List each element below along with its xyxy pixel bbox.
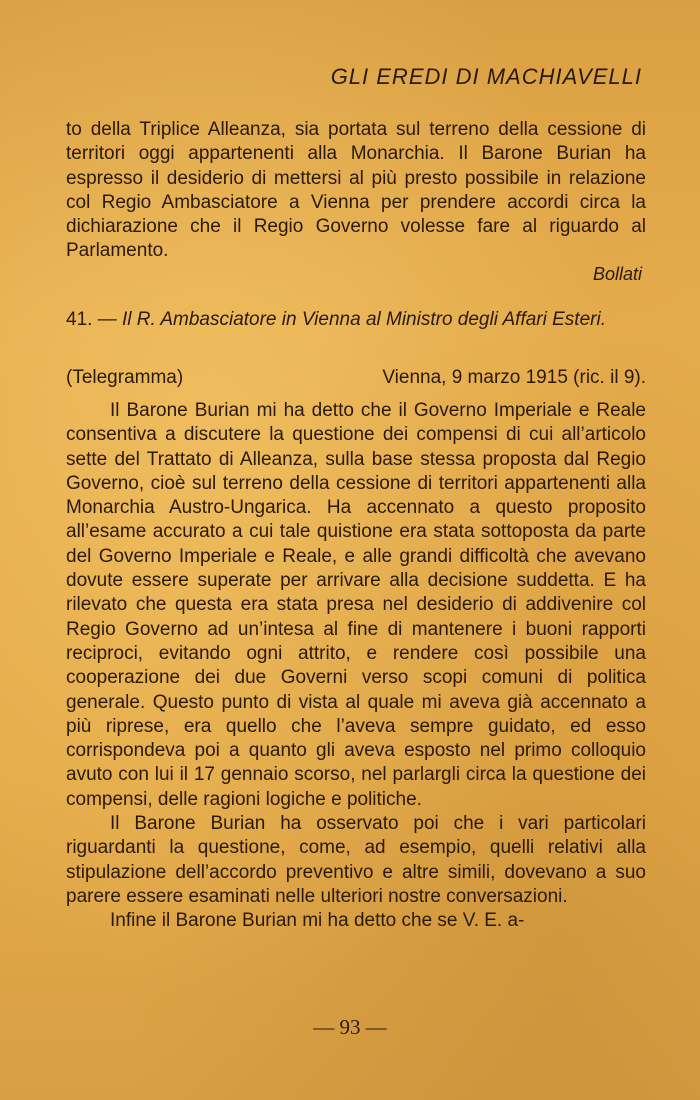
- continuation-paragraph: to della Triplice Alleanza, sia portata sul terreno della cessione di territori oggi appartenenti alla Monarchia. Il Barone Burian ha espresso il desiderio di mettersi al più presto possibile in relazione col Regio Ambasciatore a Vienna per prendere accordi circa la dichiarazione che il Regio Governo volesse fare al riguardo al Parlamento.: [66, 119, 646, 262]
- document-meta: [66, 367, 646, 389]
- document-heading: [66, 308, 646, 332]
- running-head: GLI EREDI DI MACHIAVELLI: [330, 64, 642, 89]
- body-paragraph: Il Barone Burian ha osservato poi che i vari particolari riguardanti la questione, come, ad esempio, quelli relativi alla stipulazione dell’accordo preventivo e altre simili, dovevano a suo parere essere esaminati nelle ulteriori nostre conversazioni.: [66, 813, 646, 907]
- document-type: (Telegramma): [66, 367, 184, 388]
- heading-dash: —: [97, 309, 117, 330]
- body-paragraph: Infine il Barone Burian mi ha detto che se V. E. a-: [110, 910, 525, 932]
- continuation-block: [66, 118, 646, 264]
- signature: Bollati: [592, 264, 642, 284]
- document-number: 41.: [66, 309, 93, 330]
- document-title: Il R. Ambasciatore in Vienna al Ministro degli Affari Esteri.: [121, 309, 606, 330]
- document-body: [66, 399, 646, 934]
- body-paragraph: Il Barone Burian mi ha detto che il Governo Imperiale e Reale consentiva a discutere la questione dei compensi di cui all’articolo sette del Trattato di Alleanza, sulla base stessa proposta dal Regio Governo, cioè sul terreno della cessione di territori appartenenti alla Monarchia Austro-Ungarica. Ha accennato a questo proposito all’esame accurato a cui tale quistione era stata sottoposta da parte del Governo Imperiale e Reale, e alle grandi difficoltà che avevano dovute essere superate per arrivare alla decisione suddetta. E ha rilevato che questa era stata presa nel desiderio di addivenire col Regio Governo ad un’intesa al fine di mantenere i buoni rapporti reciproci, evitando ogni attrito, e rendere così possibile una cooperazione dei due Governi verso scopi comuni di politica generale. Questo punto di vista al quale mi aveva già accennato a più riprese, era quello che l’aveva sempre guidato, ed esso corrispondeva poi a quanto gli aveva esposto nel primo colloquio avuto con lui il 17 gennaio scorso, nel parlargli circa la questione dei compensi, delle ragioni logiche e politiche.: [66, 400, 646, 810]
- document-place-date: Vienna, 9 marzo 1915 (ric. il 9).: [382, 367, 646, 388]
- page-number: — 93 —: [313, 1015, 387, 1039]
